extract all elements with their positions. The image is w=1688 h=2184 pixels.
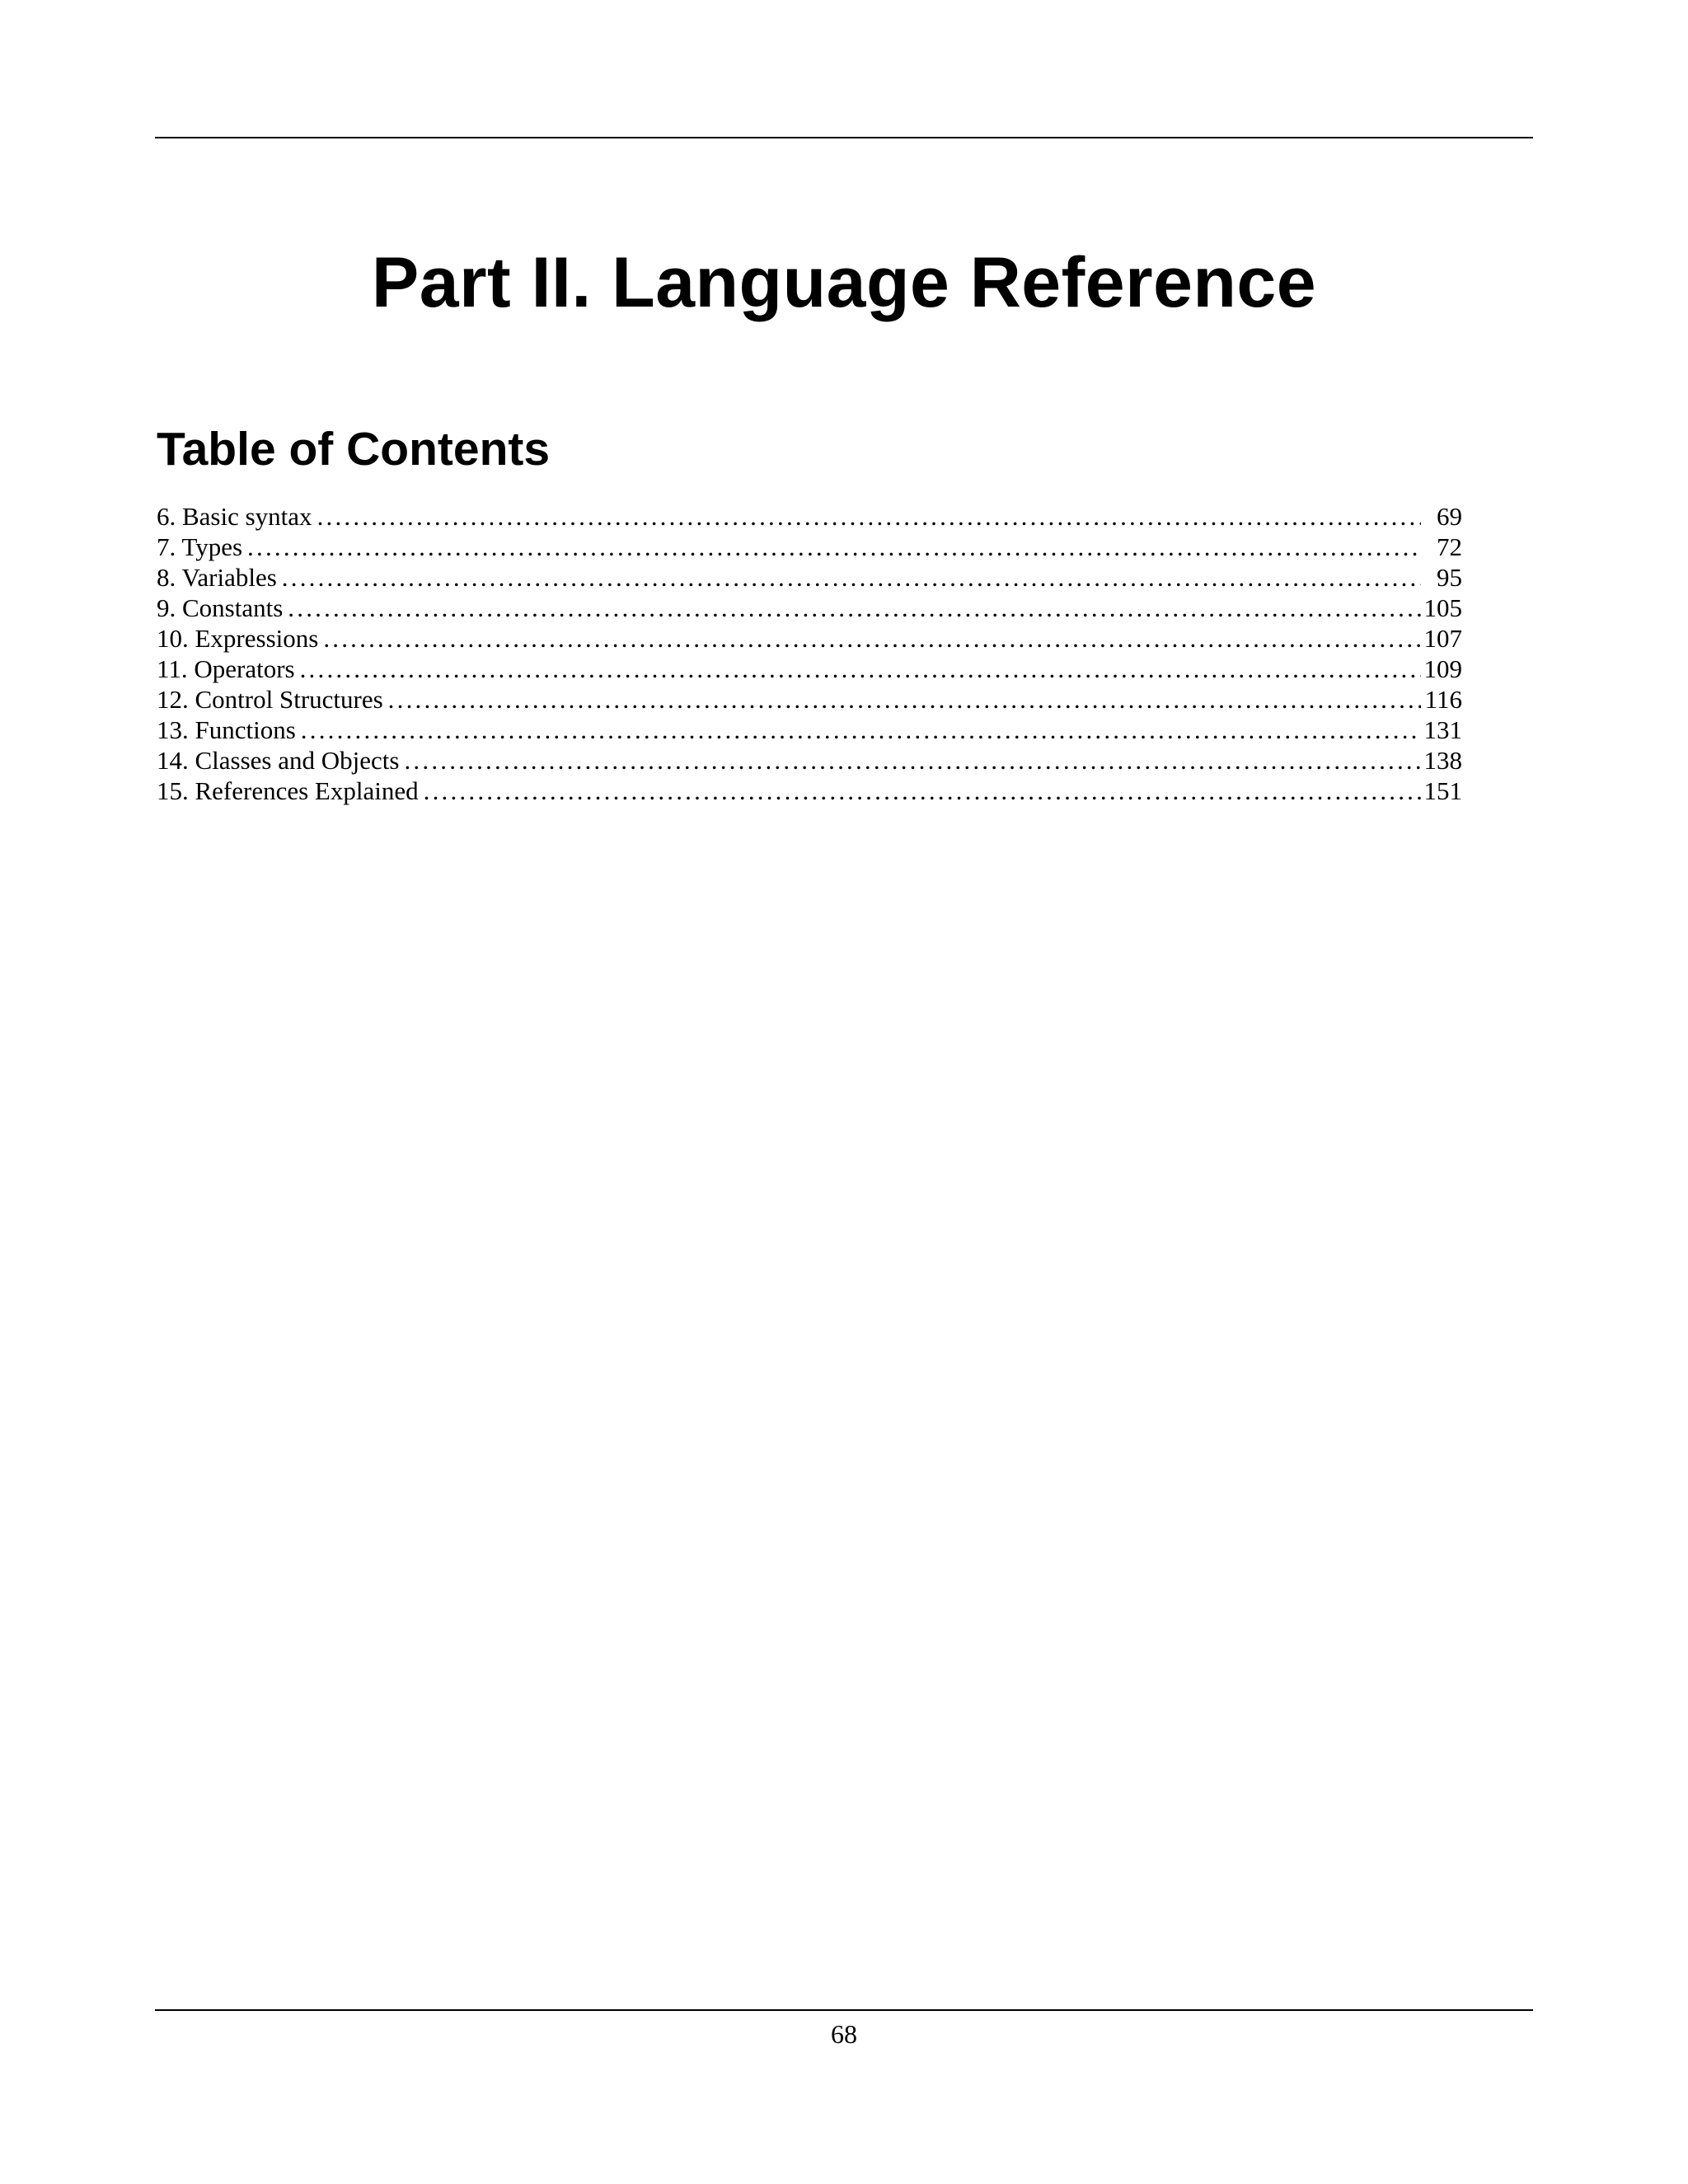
toc-entry-page: 107 [1423,624,1462,653]
toc-entry-functions[interactable] [157,715,1462,745]
toc-entry-label: 10. Expressions [157,623,323,654]
toc-dot-leader [404,745,1420,776]
toc-dot-leader [300,654,1421,684]
toc-entry-types[interactable] [157,532,1462,562]
toc-entry-label: 8. Variables [157,562,282,593]
toc-entry-page: 109 [1423,654,1462,683]
toc-entry-label: 6. Basic syntax [157,501,317,532]
page-number: 68 [831,2019,857,2049]
header-rule [155,137,1533,138]
toc-entry-page: 116 [1424,685,1462,714]
toc-entry-constants[interactable] [157,593,1462,623]
toc-entry-page: 105 [1423,593,1462,622]
toc-entry-label: 13. Functions [157,715,301,745]
toc-dot-leader [323,623,1420,654]
toc-entry-operators[interactable] [157,654,1462,684]
toc-entry-page: 131 [1423,715,1462,744]
toc-entry-page: 72 [1437,532,1462,561]
toc-entry-expressions[interactable] [157,623,1462,654]
toc-entry-page: 151 [1423,776,1462,805]
toc-entry-basic-syntax[interactable] [157,501,1462,532]
toc-heading: Table of Contents [157,423,551,476]
toc-entry-page: 95 [1437,563,1462,592]
toc-entry-label: 9. Constants [157,593,288,623]
toc-dot-leader [424,776,1421,806]
toc-entry-label: 14. Classes and Objects [157,745,404,776]
toc-entry-control-structures[interactable] [157,684,1462,715]
toc-dot-leader [282,562,1421,593]
toc-entry-label: 11. Operators [157,654,300,684]
toc-entry-label: 7. Types [157,532,247,562]
footer-rule [155,2009,1533,2011]
part-title: Part II. Language Reference [371,243,1317,322]
toc-entry-label: 12. Control Structures [157,684,388,715]
table-of-contents [157,501,1462,806]
toc-entry-variables[interactable] [157,562,1462,593]
toc-entry-page: 138 [1423,746,1462,775]
toc-entry-classes-and-objects[interactable] [157,745,1462,776]
toc-entry-page: 69 [1437,502,1462,531]
toc-entry-references-explained[interactable] [157,776,1462,806]
toc-dot-leader [301,715,1421,745]
toc-dot-leader [317,501,1421,532]
toc-entry-label: 15. References Explained [157,776,424,806]
toc-dot-leader [247,532,1421,562]
toc-dot-leader [288,593,1420,623]
toc-dot-leader [388,684,1421,715]
